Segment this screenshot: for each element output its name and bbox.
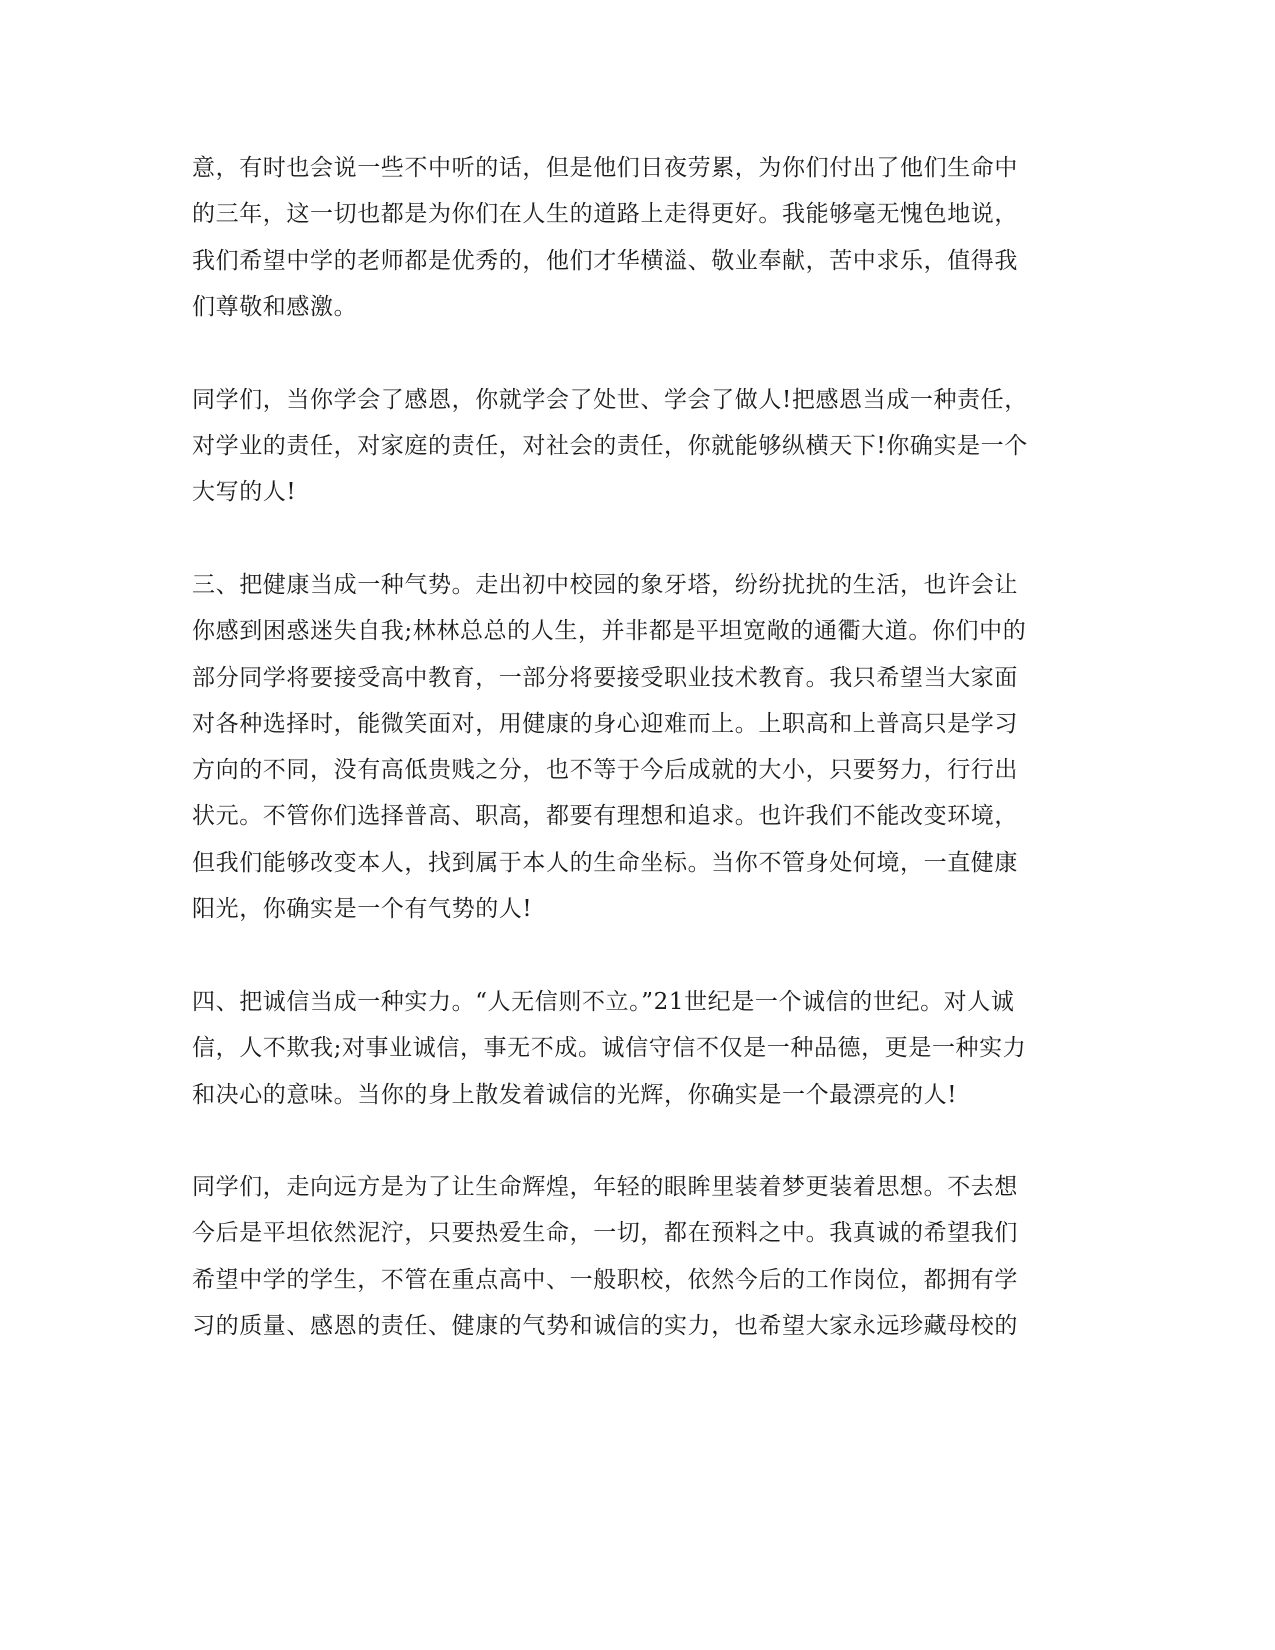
text-line: 信，人不欺我;对事业诚信，事无不成。诚信守信不仅是一种品德，更是一种实力: [192, 1035, 1027, 1061]
text-line: 对各种选择时，能微笑面对，用健康的身心迎难而上。上职高和上普高只是学习: [192, 711, 1018, 737]
text-line: 今后是平坦依然泥泞，只要热爱生命，一切，都在预料之中。我真诚的希望我们: [192, 1220, 1018, 1246]
text-line: 同学们，当你学会了感恩，你就学会了处世、学会了做人!把感恩当成一种责任，: [192, 387, 1028, 413]
text-line: 部分同学将要接受高中教育，一部分将要接受职业技术教育。我只希望当大家面: [192, 665, 1018, 691]
text-line: 四、把诚信当成一种实力。“人无信则不立。”21世纪是一个诚信的世纪。对人诚: [192, 989, 1015, 1015]
text-line: 和决心的意味。当你的身上散发着诚信的光辉，你确实是一个最漂亮的人!: [192, 1082, 958, 1108]
text-line: 对学业的责任，对家庭的责任，对社会的责任，你就能够纵横天下!你确实是一个: [192, 433, 1028, 459]
text-line: 方向的不同，没有高低贵贱之分，也不等于今后成就的大小，只要努力，行行出: [192, 757, 1018, 783]
text-line: 大写的人!: [192, 479, 297, 505]
text-line: 阳光，你确实是一个有气势的人!: [192, 896, 533, 922]
text-line: 但我们能够改变本人，找到属于本人的生命坐标。当你不管身处何境，一直健康: [192, 850, 1018, 876]
text-line: 状元。不管你们选择普高、职高，都要有理想和追求。也许我们不能改变环境，: [192, 803, 1018, 829]
text-line: 的三年，这一切也都是为你们在人生的道路上走得更好。我能够毫无愧色地说，: [192, 201, 1018, 227]
text-line: 习的质量、感恩的责任、健康的气势和诚信的实力，也希望大家永远珍藏母校的: [192, 1313, 1018, 1339]
text-line: 希望中学的学生，不管在重点高中、一般职校，依然今后的工作岗位，都拥有学: [192, 1267, 1018, 1293]
text-line: 我们希望中学的老师都是优秀的，他们才华横溢、敬业奉献，苦中求乐，值得我: [192, 248, 1018, 274]
text-line: 三、把健康当成一种气势。走出初中校园的象牙塔，纷纷扰扰的生活，也许会让: [192, 572, 1018, 598]
text-line: 意，有时也会说一些不中听的话，但是他们日夜劳累，为你们付出了他们生命中: [192, 155, 1018, 181]
text-line: 你感到困惑迷失自我;林林总总的人生，并非都是平坦宽敞的通衢大道。你们中的: [192, 618, 1027, 644]
text-line: 们尊敬和感激。: [192, 294, 358, 320]
text-line: 同学们，走向远方是为了让生命辉煌，年轻的眼眸里装着梦更装着思想。不去想: [192, 1174, 1018, 1200]
